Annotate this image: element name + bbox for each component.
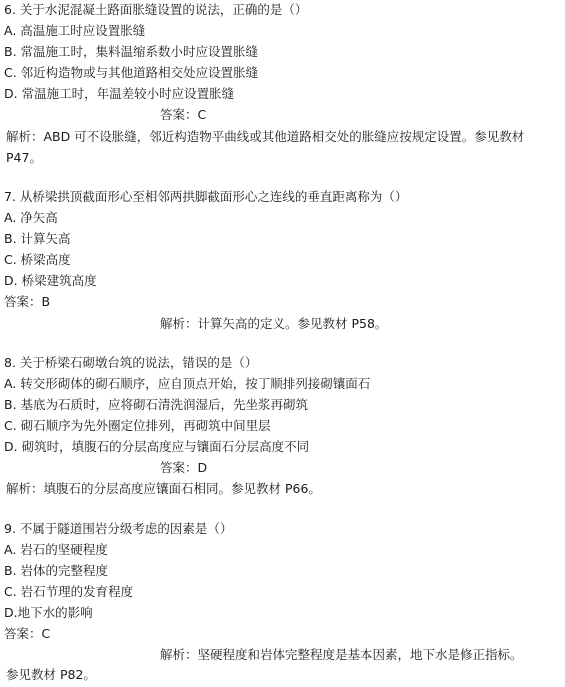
question-8-answer: 答案：D [160,460,208,475]
question-8-explanation: 解析：填腹石的分层高度应镶面石相同。参见教材 P66。 [6,481,321,496]
question-6-option-d: D. 常温施工时，年温差较小时应设置胀缝 [4,86,235,101]
question-6-option-b: B. 常温施工时，集料温缩系数小时应设置胀缝 [4,44,259,59]
question-8-stem: 8. 关于桥梁石砌墩台筑的说法，错误的是（） [4,355,258,370]
question-9-stem: 9. 不属于隧道围岩分级考虑的因素是（） [4,521,233,536]
question-6-stem: 6. 关于水泥混凝土路面胀缝设置的说法，正确的是（） [4,2,308,17]
question-6-option-a: A. 高温施工时应设置胀缝 [4,23,146,38]
question-6-explanation: 解析：ABD 可不设胀缝，邻近构造物平曲线或其他道路相交处的胀缝应按规定设置。参见教材 P47。 [6,129,525,165]
question-9-answer: 答案：C [4,626,51,641]
question-8-option-c: C. 砌石顺序为先外圈定位排列，再砌筑中间里层 [4,418,271,433]
question-6-option-c: C. 邻近构造物或与其他道路相交处应设置胀缝 [4,65,259,80]
question-8-option-b: B. 基底为石质时，应将砌石清洗润湿后，先坐浆再砌筑 [4,397,309,412]
question-9-explanation: 解析：坚硬程度和岩体完整程度是基本因素，地下水是修正指标。 [160,647,523,662]
question-7-option-a: A. 净矢高 [4,210,58,225]
question-7-option-c: C. 桥梁高度 [4,252,71,267]
question-9-option-b: B. 岩体的完整程度 [4,563,109,578]
question-6-answer: 答案：C [160,107,207,122]
question-9-explanation-continued: 参见教材 P82。 [6,667,96,682]
question-7-explanation: 解析：计算矢高的定义。参见教材 P58。 [160,316,388,331]
question-9-option-d: D.地下水的影响 [4,605,93,620]
question-8-option-a: A. 转交形砌体的砌石顺序，应自顶点开始，按丁顺排列接砌镶面石 [4,376,371,391]
question-7-stem: 7. 从桥梁拱顶截面形心至相邻两拱脚截面形心之连线的垂直距离称为（） [4,189,408,204]
question-7-option-b: B. 计算矢高 [4,231,71,246]
question-8-option-d: D. 砌筑时，填腹石的分层高度应与镶面石分层高度不同 [4,439,310,454]
question-7-answer: 答案：B [4,294,51,309]
question-9-option-c: C. 岩石节理的发育程度 [4,584,134,599]
question-7-option-d: D. 桥梁建筑高度 [4,273,97,288]
question-9-option-a: A. 岩石的坚硬程度 [4,542,108,557]
